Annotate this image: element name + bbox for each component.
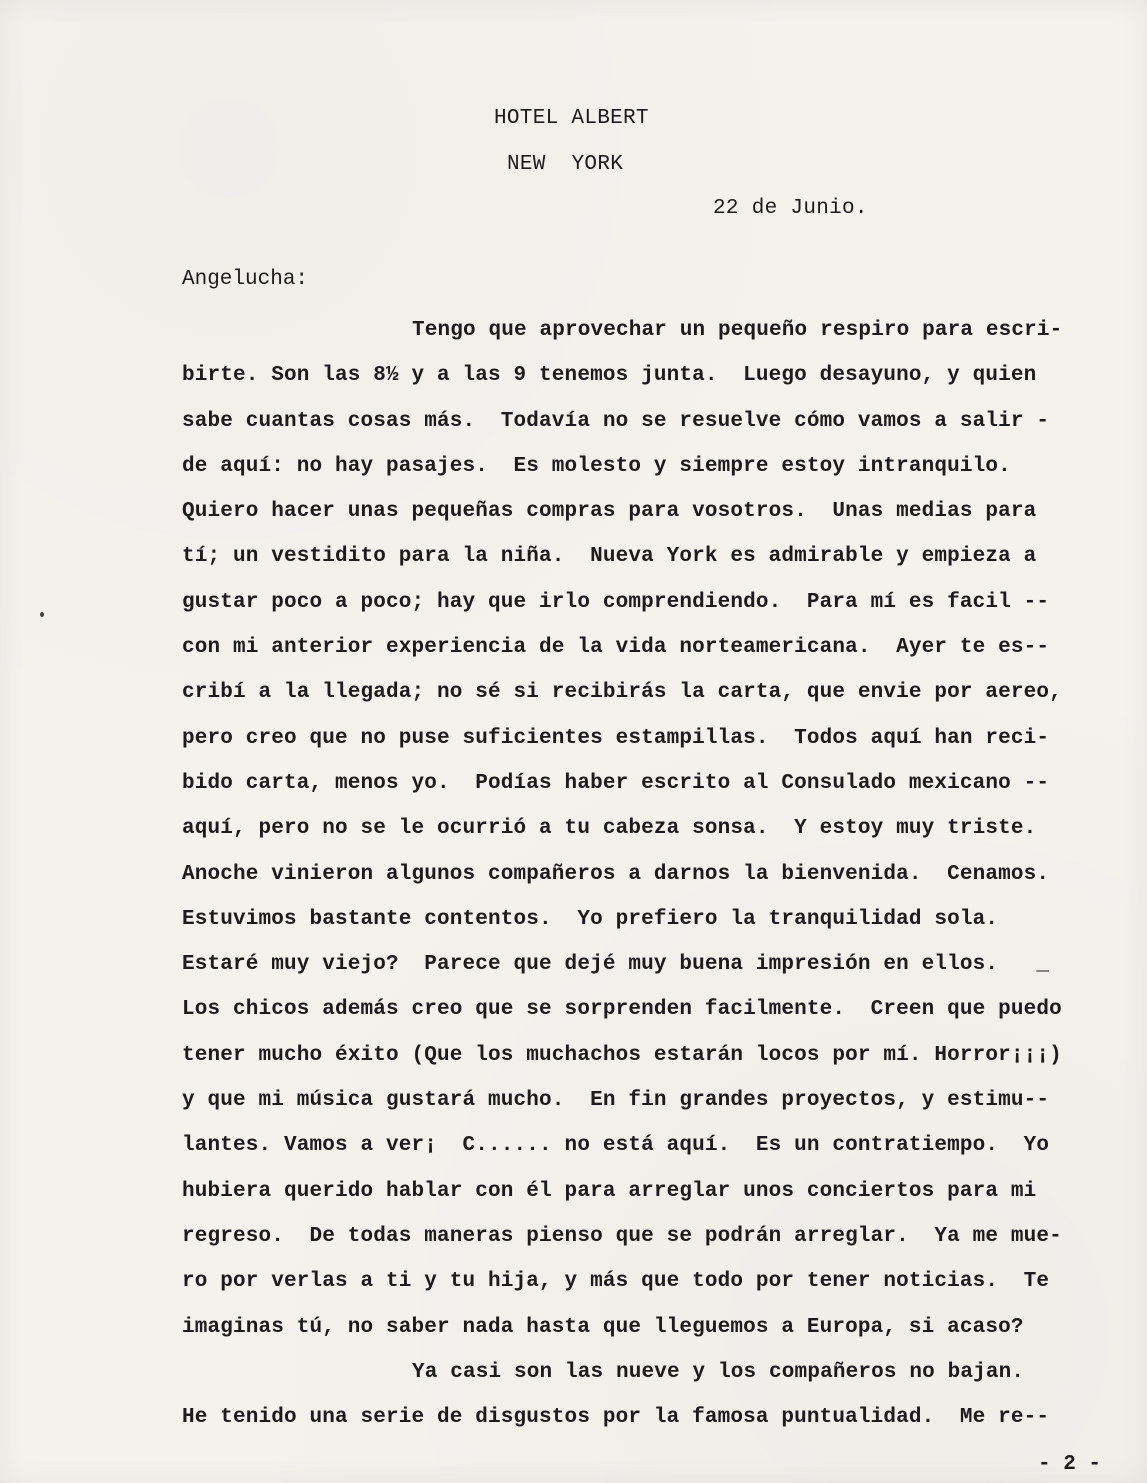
page-number: - 2 - <box>1038 1453 1102 1476</box>
ink-speck <box>40 612 44 617</box>
body-line: Quiero hacer unas pequeñas compras para vosotros. Unas medias para <box>182 500 1037 524</box>
body-line: imaginas tú, no saber nada hasta que lleguemos a Europa, si acaso? <box>182 1315 1024 1339</box>
body-line: Estaré muy viejo? Parece que dejé muy buena impresión en ellos. _ <box>182 953 1050 977</box>
body-line: con mi anterior experiencia de la vida norteamericana. Ayer te es-- <box>182 636 1050 660</box>
body-line: sabe cuantas cosas más. Todavía no se resuelve cómo vamos a salir - <box>182 409 1050 433</box>
body-line: tí; un vestidito para la niña. Nueva York es admirable y empieza a <box>182 545 1037 569</box>
body-line: pero creo que no puse suficientes estampillas. Todos aquí han reci- <box>182 726 1050 750</box>
body-line: Tengo que aprovechar un pequeño respiro para escri- <box>412 319 1063 342</box>
body-line: Anoche vinieron algunos compañeros a darnos la bienvenida. Cenamos. <box>182 862 1050 886</box>
letter-date: 22 de Junio. <box>713 197 868 220</box>
salutation: Angelucha: <box>182 268 309 291</box>
body-line: bido carta, menos yo. Podías haber escrito al Consulado mexicano -- <box>182 771 1050 795</box>
body-line: tener mucho éxito (Que los muchachos estarán locos por mí. Horror¡¡¡) <box>182 1043 1062 1067</box>
body-line: aquí, pero no se le ocurrió a tu cabeza sonsa. Y estoy muy triste. <box>182 817 1037 841</box>
letter-body <box>182 308 1122 1440</box>
body-line: Estuvimos bastante contentos. Yo prefiero la tranquilidad sola. <box>182 907 999 931</box>
body-line: hubiera querido hablar con él para arreglar unos conciertos para mi <box>182 1179 1037 1203</box>
body-line: ro por verlas a ti y tu hija, y más que todo por tener noticias. Te <box>182 1270 1050 1294</box>
body-line: He tenido una serie de disgustos por la famosa puntualidad. Me re-- <box>182 1406 1050 1430</box>
body-line: birte. Son las 8½ y a las 9 tenemos junta. Luego desayuno, y quien <box>182 364 1037 388</box>
body-line: Los chicos además creo que se sorprenden facilmente. Creen que puedo <box>182 998 1062 1022</box>
letterhead-city: NEW YORK <box>507 153 624 176</box>
body-line: de aquí: no hay pasajes. Es molesto y siempre estoy intranquilo. <box>182 454 1011 478</box>
body-line: lantes. Vamos a ver¡ C...... no está aquí. Es un contratiempo. Yo <box>182 1134 1050 1158</box>
body-line: cribí a la llegada; no sé si recibirás la carta, que envie por aereo, <box>182 681 1062 705</box>
body-line: y que mi música gustará mucho. En fin grandes proyectos, y estimu-- <box>182 1089 1050 1113</box>
body-line: gustar poco a poco; hay que irlo comprendiendo. Para mí es facil -- <box>182 590 1050 614</box>
body-line: Ya casi son las nueve y los compañeros no bajan. <box>412 1360 1025 1384</box>
letterhead-hotel: HOTEL ALBERT <box>494 107 649 130</box>
body-line: regreso. De todas maneras pienso que se podrán arreglar. Ya me mue- <box>182 1224 1062 1248</box>
